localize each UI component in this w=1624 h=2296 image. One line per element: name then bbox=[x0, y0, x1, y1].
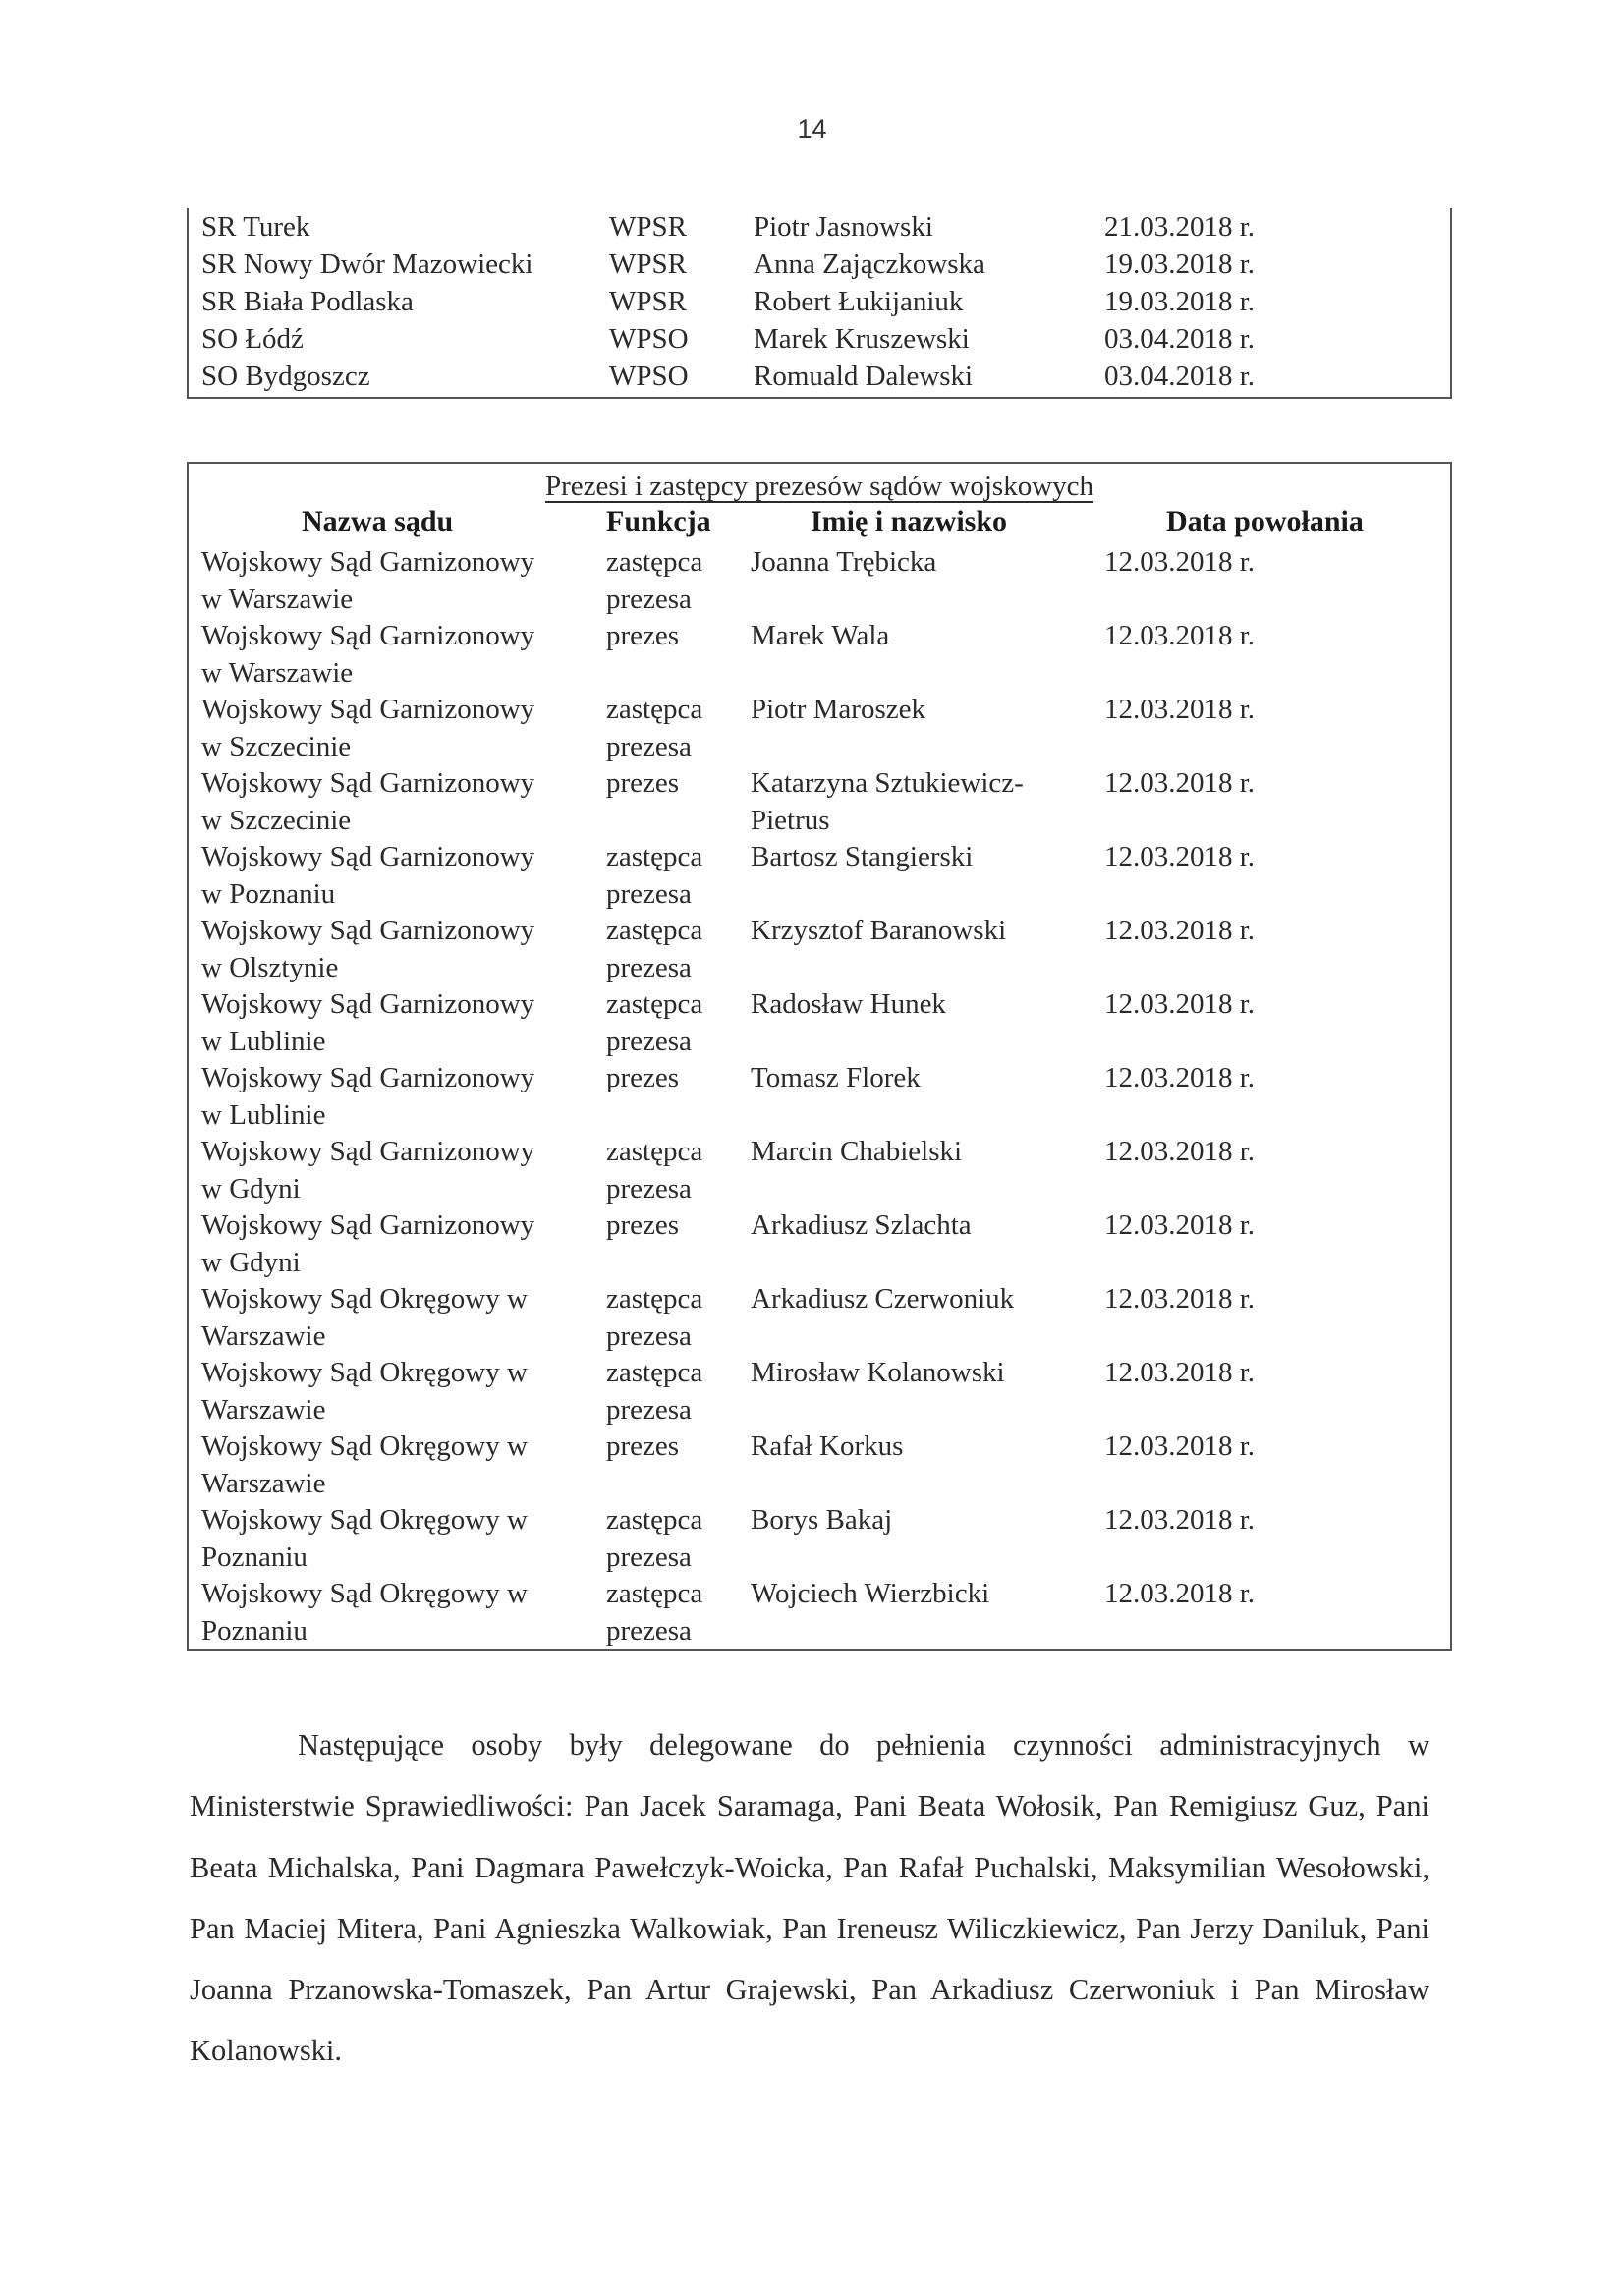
date-cell bbox=[1104, 1281, 1301, 1318]
date-line: 12.03.2018 r. bbox=[1104, 767, 1256, 799]
table-row bbox=[189, 1281, 1450, 1355]
table-header bbox=[189, 501, 1450, 542]
name-line: Joanna Trębicka bbox=[751, 546, 937, 578]
date-line: 12.03.2018 r. bbox=[1104, 841, 1256, 872]
table-row bbox=[189, 1355, 1450, 1428]
court-line: Warszawie bbox=[201, 1393, 326, 1426]
func-cell bbox=[606, 1134, 744, 1207]
court-line: Warszawie bbox=[201, 1319, 326, 1352]
court-line: Wojskowy Sąd Garnizonowy bbox=[201, 1209, 535, 1241]
name-cell bbox=[751, 618, 1094, 655]
func-line: prezes bbox=[606, 1062, 680, 1093]
table-row bbox=[189, 1060, 1450, 1134]
func-line: prezesa bbox=[606, 1540, 692, 1573]
date-cell bbox=[1104, 839, 1301, 876]
date-line: 12.03.2018 r. bbox=[1104, 915, 1256, 946]
date-cell: 19.03.2018 r. bbox=[1104, 286, 1256, 317]
date-cell bbox=[1104, 1428, 1301, 1466]
name-line: Radosław Hunek bbox=[751, 988, 946, 1020]
table-row bbox=[189, 544, 1450, 618]
func-cell bbox=[606, 618, 744, 655]
name-cell bbox=[751, 1502, 1094, 1540]
court-line: Wojskowy Sąd Garnizonowy bbox=[201, 767, 535, 799]
table-row bbox=[189, 986, 1450, 1060]
court-cell bbox=[201, 1134, 585, 1207]
name-line: Arkadiusz Czerwoniuk bbox=[751, 1283, 1015, 1315]
table-row bbox=[189, 913, 1450, 986]
date-line: 12.03.2018 r. bbox=[1104, 1504, 1256, 1536]
name-cell bbox=[751, 1134, 1094, 1171]
military-courts-table bbox=[187, 462, 1452, 1651]
header-name: Imię i nazwisko bbox=[811, 505, 1008, 537]
date-line: 12.03.2018 r. bbox=[1104, 1283, 1256, 1315]
name-line: Piotr Maroszek bbox=[751, 694, 925, 725]
func-cell bbox=[606, 1502, 744, 1576]
court-cell: SR Nowy Dwór Mazowiecki bbox=[201, 249, 533, 280]
func-line: prezes bbox=[606, 767, 680, 799]
date-cell bbox=[1104, 1576, 1301, 1613]
func-line: prezesa bbox=[606, 1614, 692, 1647]
func-line: zastępca bbox=[606, 694, 703, 725]
func-line: zastępca bbox=[606, 915, 703, 946]
date-line: 12.03.2018 r. bbox=[1104, 1578, 1256, 1609]
func-line: prezesa bbox=[606, 877, 692, 910]
court-cell bbox=[201, 1355, 585, 1428]
table-row bbox=[189, 1207, 1450, 1281]
name-line: Wojciech Wierzbicki bbox=[751, 1578, 990, 1609]
court-line: w Warszawie bbox=[201, 583, 354, 615]
court-cell bbox=[201, 1060, 585, 1134]
name-cell bbox=[751, 986, 1094, 1024]
date-line: 12.03.2018 r. bbox=[1104, 694, 1256, 725]
name-cell bbox=[751, 1355, 1094, 1392]
table-title: Prezesi i zastępcy prezesów sądów wojskowych bbox=[544, 471, 1094, 502]
name-line: Bartosz Stangierski bbox=[751, 841, 974, 872]
name-cell: Anna Zajączkowska bbox=[754, 249, 985, 280]
court-line: w Poznaniu bbox=[201, 877, 336, 910]
name-line: Marek Wala bbox=[751, 620, 890, 651]
court-line: w Warszawie bbox=[201, 656, 354, 689]
court-line: Wojskowy Sąd Garnizonowy bbox=[201, 546, 535, 578]
court-line: w Gdyni bbox=[201, 1246, 301, 1278]
court-line: Wojskowy Sąd Garnizonowy bbox=[201, 915, 535, 946]
name-line: Katarzyna Sztukiewicz- bbox=[751, 767, 1024, 799]
func-cell bbox=[606, 986, 744, 1060]
date-cell bbox=[1104, 913, 1301, 950]
court-line: Wojskowy Sąd Garnizonowy bbox=[201, 694, 535, 725]
court-cell bbox=[201, 1207, 585, 1281]
court-line: Wojskowy Sąd Okręgowy w bbox=[201, 1578, 528, 1609]
court-line: w Gdyni bbox=[201, 1172, 301, 1204]
func-cell bbox=[606, 1576, 744, 1650]
date-line: 12.03.2018 r. bbox=[1104, 1430, 1256, 1462]
name-line: Tomasz Florek bbox=[751, 1062, 921, 1093]
name-line: Arkadiusz Szlachta bbox=[751, 1209, 972, 1241]
date-cell bbox=[1104, 1207, 1301, 1245]
func-line: prezesa bbox=[606, 583, 692, 615]
court-line: Wojskowy Sąd Okręgowy w bbox=[201, 1430, 528, 1462]
table-row bbox=[189, 765, 1450, 839]
court-line: Wojskowy Sąd Garnizonowy bbox=[201, 988, 535, 1020]
header-date: Data powołania bbox=[1166, 505, 1364, 537]
func-line: zastępca bbox=[606, 841, 703, 872]
header-court: Nazwa sądu bbox=[302, 505, 454, 537]
func-line: prezesa bbox=[606, 730, 692, 762]
date-cell: 03.04.2018 r. bbox=[1104, 323, 1256, 355]
func-line: prezes bbox=[606, 1209, 680, 1241]
date-cell bbox=[1104, 544, 1301, 582]
date-line: 12.03.2018 r. bbox=[1104, 1062, 1256, 1093]
func-cell bbox=[606, 1060, 744, 1097]
table-row bbox=[189, 1428, 1450, 1502]
court-delegates-table bbox=[187, 208, 1452, 399]
date-line: 12.03.2018 r. bbox=[1104, 546, 1256, 578]
court-cell bbox=[201, 765, 585, 839]
func-cell bbox=[606, 913, 744, 986]
func-line: zastępca bbox=[606, 1578, 703, 1609]
func-cell bbox=[606, 1281, 744, 1355]
court-line: Wojskowy Sąd Okręgowy w bbox=[201, 1283, 528, 1315]
func-line: prezesa bbox=[606, 1025, 692, 1057]
func-line: prezes bbox=[606, 620, 680, 651]
court-line: Warszawie bbox=[201, 1467, 326, 1499]
court-line: Wojskowy Sąd Garnizonowy bbox=[201, 1136, 535, 1167]
name-cell: Piotr Jasnowski bbox=[754, 211, 933, 243]
court-cell bbox=[201, 1576, 585, 1650]
table-row bbox=[189, 618, 1450, 692]
date-line: 12.03.2018 r. bbox=[1104, 1357, 1256, 1388]
date-cell: 21.03.2018 r. bbox=[1104, 211, 1256, 243]
name-cell bbox=[751, 839, 1094, 876]
name-line: Marcin Chabielski bbox=[751, 1136, 963, 1167]
func-line: prezesa bbox=[606, 1393, 692, 1426]
func-cell bbox=[606, 1428, 744, 1466]
table-row bbox=[189, 1134, 1450, 1207]
court-line: Poznaniu bbox=[201, 1614, 308, 1647]
name-cell: Marek Kruszewski bbox=[754, 323, 970, 355]
date-cell bbox=[1104, 765, 1301, 803]
name-line: Mirosław Kolanowski bbox=[751, 1357, 1005, 1388]
court-cell bbox=[201, 986, 585, 1060]
court-line: Wojskowy Sąd Garnizonowy bbox=[201, 620, 535, 651]
court-cell bbox=[201, 839, 585, 913]
date-cell bbox=[1104, 1355, 1301, 1392]
date-cell bbox=[1104, 618, 1301, 655]
func-cell bbox=[606, 692, 744, 765]
func-line: zastępca bbox=[606, 1136, 703, 1167]
court-line: Wojskowy Sąd Garnizonowy bbox=[201, 841, 535, 872]
delegation-paragraph bbox=[190, 1714, 1429, 2082]
function-cell: WPSR bbox=[609, 286, 687, 317]
court-cell bbox=[201, 618, 585, 692]
func-cell bbox=[606, 544, 744, 618]
table-row bbox=[189, 1576, 1450, 1650]
name-cell bbox=[751, 1576, 1094, 1613]
function-cell: WPSR bbox=[609, 211, 687, 243]
name-cell: Robert Łukijaniuk bbox=[754, 286, 964, 317]
function-cell: WPSR bbox=[609, 249, 687, 280]
name-cell bbox=[751, 544, 1094, 582]
court-line: Wojskowy Sąd Garnizonowy bbox=[201, 1062, 535, 1093]
date-line: 12.03.2018 r. bbox=[1104, 988, 1256, 1020]
name-cell bbox=[751, 692, 1094, 729]
name-cell bbox=[751, 1207, 1094, 1245]
date-line: 12.03.2018 r. bbox=[1104, 1209, 1256, 1241]
name-cell bbox=[751, 1428, 1094, 1466]
court-line: Wojskowy Sąd Okręgowy w bbox=[201, 1504, 528, 1536]
func-line: zastępca bbox=[606, 988, 703, 1020]
name-cell: Romuald Dalewski bbox=[754, 361, 974, 392]
court-line: w Lublinie bbox=[201, 1098, 326, 1131]
court-cell bbox=[201, 1428, 585, 1502]
court-cell: SO Bydgoszcz bbox=[201, 361, 370, 392]
court-cell: SR Biała Podlaska bbox=[201, 286, 414, 317]
date-cell: 19.03.2018 r. bbox=[1104, 249, 1256, 280]
name-line: Borys Bakaj bbox=[751, 1504, 893, 1536]
func-line: prezesa bbox=[606, 1172, 692, 1204]
name-cell bbox=[751, 1281, 1094, 1318]
court-cell bbox=[201, 692, 585, 765]
date-cell: 03.04.2018 r. bbox=[1104, 361, 1256, 392]
date-cell bbox=[1104, 1134, 1301, 1171]
func-line: zastępca bbox=[606, 1283, 703, 1315]
date-line: 12.03.2018 r. bbox=[1104, 620, 1256, 651]
court-line: w Lublinie bbox=[201, 1025, 326, 1057]
func-cell bbox=[606, 1207, 744, 1245]
table-row bbox=[189, 839, 1450, 913]
name-cell bbox=[751, 1060, 1094, 1097]
name-cell bbox=[751, 913, 1094, 950]
function-cell: WPSO bbox=[609, 323, 689, 355]
date-cell bbox=[1104, 1060, 1301, 1097]
func-line: zastępca bbox=[606, 546, 703, 578]
func-line: zastępca bbox=[606, 1357, 703, 1388]
court-line: Wojskowy Sąd Okręgowy w bbox=[201, 1357, 528, 1388]
court-line: w Szczecinie bbox=[201, 730, 352, 762]
func-line: prezesa bbox=[606, 951, 692, 983]
func-line: prezes bbox=[606, 1430, 680, 1462]
court-line: w Olsztynie bbox=[201, 951, 339, 983]
func-cell bbox=[606, 765, 744, 803]
court-cell bbox=[201, 544, 585, 618]
table-row bbox=[189, 1502, 1450, 1576]
court-line: w Szczecinie bbox=[201, 804, 352, 836]
court-cell: SO Łódź bbox=[201, 323, 304, 355]
func-cell bbox=[606, 1355, 744, 1428]
date-cell bbox=[1104, 986, 1301, 1024]
func-cell bbox=[606, 839, 744, 913]
date-line: 12.03.2018 r. bbox=[1104, 1136, 1256, 1167]
name-cell bbox=[751, 765, 1094, 839]
court-cell bbox=[201, 913, 585, 986]
header-function: Funkcja bbox=[606, 505, 711, 537]
name-line: Krzysztof Baranowski bbox=[751, 915, 1007, 946]
paragraph-text: Następujące osoby były delegowane do pełnienia czynności administracyjnych w Ministerstwie Sprawiedliwości: Pan Jacek Saramaga, Pani Beata Wołosik, Pan Remigiusz Guz, Pani Beata Michalska, Pani Dagmara Pawełczyk-Woicka, Pan Rafał Puchalski, Maksymilian Wesołowski, Pan Maciej Mitera, Pani Agnieszka Walkowiak, Pan Ireneusz Wiliczkiewicz, Pan Jerzy Daniluk, Pani Joanna Przanowska-Tomaszek, Pan Artur Grajewski, Pan Arkadiusz Czerwoniuk i Pan Mirosław Kolanowski. bbox=[190, 1728, 1429, 2068]
name-line: Rafał Korkus bbox=[751, 1430, 904, 1462]
table-row bbox=[189, 692, 1450, 765]
court-cell: SR Turek bbox=[201, 211, 310, 243]
func-line: zastępca bbox=[606, 1504, 703, 1536]
court-cell bbox=[201, 1281, 585, 1355]
date-cell bbox=[1104, 692, 1301, 729]
function-cell: WPSO bbox=[609, 361, 689, 392]
page-number: 14 bbox=[797, 114, 827, 143]
func-line: prezesa bbox=[606, 1319, 692, 1352]
date-cell bbox=[1104, 1502, 1301, 1540]
court-cell bbox=[201, 1502, 585, 1576]
court-line: Poznaniu bbox=[201, 1540, 308, 1573]
name-line: Pietrus bbox=[751, 804, 830, 836]
